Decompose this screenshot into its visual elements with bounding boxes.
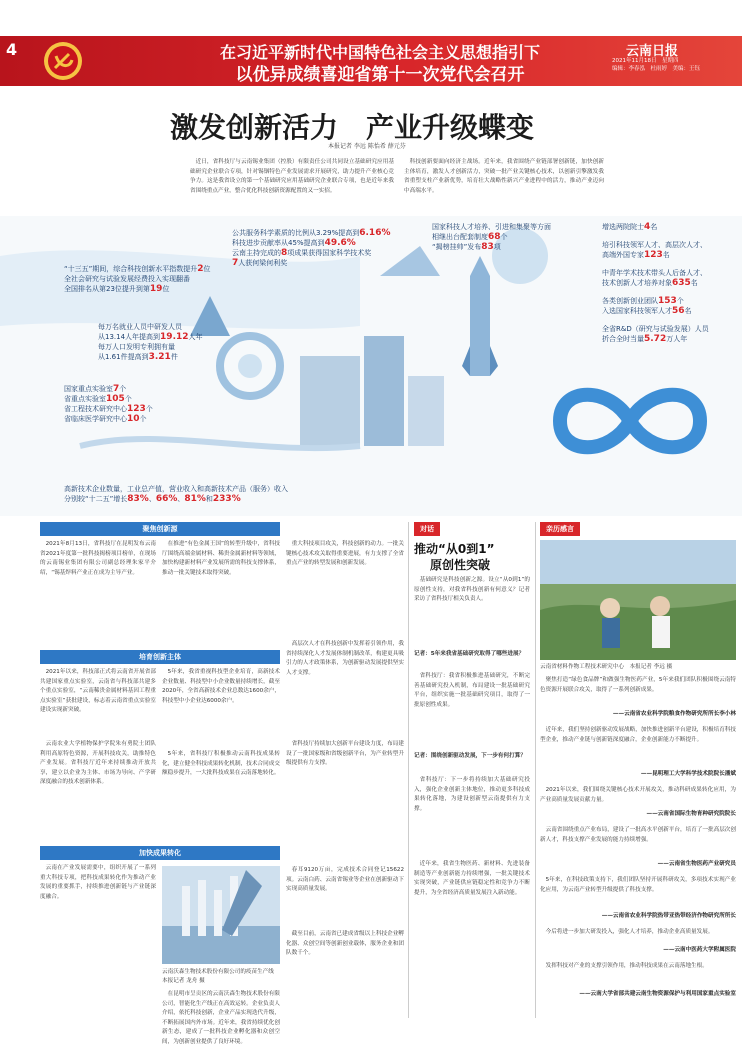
stat-value: 83% — [127, 494, 149, 504]
stat-value: 19.12 — [160, 332, 189, 342]
stat-value: 7 — [232, 258, 239, 268]
stat-value: 105 — [106, 394, 125, 404]
stat-value: 66% — [155, 494, 178, 504]
stat-group-3: “十三五”期间，综合科技创新水平指数提升2位 全社会研究与试验发展经费投入实现翻番 全国排名从第23位提升到第19位 — [64, 264, 211, 294]
col1-paragraph-2: 2021年以来，科技部正式将云南省开展省部共建国家重点实验室，云南省与科技部共建多个重点实验室，“云南稀贵金属材料基因工程重点实验室”获批建设，标志着云南省重点实验室建设实现新突破。 — [40, 669, 156, 714]
stat-value: 19 — [149, 284, 163, 294]
qinli-tag: 亲历感言 — [540, 522, 580, 536]
qinli-paragraph-2: 近年来，我们坚持创新驱动发展战略，加快推进创新平台建设，积极培育科技型企业，推动产业链与创新链深度融合，企业创新能力不断提升。 — [540, 727, 736, 743]
section-header-transfer: 加快成果转化 — [40, 846, 280, 860]
col3-paragraph-4: 截至目前，云南省已建成省级以上科技企业孵化器、众创空间等创新创业载体，服务企业和团队数千个。 — [286, 931, 404, 957]
vaccine-photo-caption: 云南沃森生物技术股份有限公司的疫苗生产线 本报记者 龙舟 摄 — [162, 969, 280, 984]
qinli-signature-3: ——云南省国际生物育种研究院院长 — [646, 811, 736, 817]
stat-value: 56 — [672, 306, 685, 316]
header-meta — [612, 57, 740, 73]
stat-value: 4 — [644, 222, 651, 232]
infinity-icon — [560, 395, 700, 448]
page-number: 4 — [6, 40, 18, 59]
dialogue-answer-1: 省科技厅：我省积极推进基础研究，不断完善基础研究投入机制，布局建设一批基础研究平台，组织实施一批基础研究项目，取得了一批原创性成果。 — [414, 673, 530, 708]
issue-date: 2021年11月18日 星期四 — [612, 58, 679, 64]
col1-paragraph-3: 云南农业大学植物保护学院朱有勇院士团队利用高原特色资源，开展科技攻关，助推特色产业发展。省科技厅近年来持续推动开放共享，建立以企业为主体、市场为导向、产学研深度融合的技术创新体系。 — [40, 741, 156, 786]
header-title-line1: 在习近平新时代中国特色社会主义思想指引下 — [219, 43, 540, 62]
stat-value: 5.72 — [644, 334, 667, 344]
dialogue-intro: 基础研究是科技创新之源。设立“从0到1”的原创性支持，对我省科技创新有何意义？记者采访了省科技厅相关负责人。 — [414, 577, 530, 603]
qinli-signature-2: ——昆明理工大学科学技术院院长潘斌 — [640, 771, 736, 777]
qinli-signature-5: ——云南省农业科学院热带亚热带经济作物研究所所长 — [601, 913, 736, 919]
section-header-entity: 培育创新主体 — [40, 650, 280, 664]
dialogue-question-1: 记者：5年来我省基础研究取得了哪些进展？ — [414, 651, 525, 657]
research-photo-credit: 云南省材料作物工程技术研究中心 本报记者 李远 摄 — [540, 664, 673, 670]
qinli-signature-1: ——云南省农业科学院粮食作物研究所所长李小林 — [612, 711, 736, 717]
col3-paragraph-1: 重大科技项目攻关，科技创新的动力。一批关键核心技术攻关取得重要进展，有力支撑了全省重点产业的转型发展和创新发展。 — [286, 541, 404, 567]
col2-paragraph-1: 在推进“有色金属王国”的转型升级中，省科技厅围绕高端金属材料、稀贵金属新材料等领域，加快构建新材料产业发展所需的科技支撑体系，推动一批关键技术取得突破。 — [162, 541, 280, 576]
dialogue-title-line2: 原创性突破 — [430, 558, 491, 572]
stat-value: 233% — [212, 494, 241, 504]
dialogue-tag: 对话 — [414, 522, 440, 536]
building-icon — [300, 356, 360, 446]
vaccine-production-photo — [162, 866, 280, 964]
col2-paragraph-2: 5年来，我省重视科技型企业培育，高新技术企业数量、科技型中小企业数量持续增长，截至2020年，全省高新技术企业总数达1600余户，科技型中小企业达6000余户。 — [162, 669, 280, 704]
dialogue-answer-2: 省科技厅：下一步将持续加大基础研究投入，强化企业创新主体地位，推动更多科技成果转化落地，为建设创新型云南提供有力支撑。 — [414, 777, 530, 812]
stat-value: 7 — [113, 384, 120, 394]
qinli-paragraph-6: 今后将进一步加大研发投入，强化人才培养，推动企业高质量发展。 — [545, 929, 714, 935]
masthead: 云南日报 — [626, 44, 679, 59]
stat-value: 2 — [197, 264, 204, 274]
stat-value: 83 — [481, 242, 494, 252]
rocket-icon — [470, 256, 490, 376]
top-strip — [0, 0, 742, 36]
col2-paragraph-3: 5年来，省科技厅积极推动云南科技成果转化，建立健全科技成果转化机制，技术合同成交额稳步提升，一大批科技成果在云南落地转化。 — [162, 751, 280, 777]
col4-lower-paragraph: 近年来，我省生物医药、新材料、先进装备制造等产业创新能力持续增强，一批关键技术实现突破，产业链供应链稳定性和竞争力不断提升，为全省经济高质量发展注入新动能。 — [414, 861, 530, 896]
editor-credits: 编辑：李春泓 杜雨婷 美编：王钰 — [612, 66, 701, 72]
lead-paragraph-left: 近日，省科技厅与云南锡业集团（控股）有限责任公司共同设立基础研究应用基础研究企业联合专项，针对锡铟特色产业发展需求开展研究，助力提升产业核心竞争力。这是我省设立的第一个基础研究应用基础研究企业联合专项，也是近年来我省围绕重点产业，整合优化科技创新资源配置的又一实招。 — [190, 159, 394, 194]
qinli-paragraph-3: 2021年以来，我们围绕关键核心技术开展攻关，推动科研成果转化应用，为产业高质量发展贡献力量。 — [540, 787, 736, 803]
column-divider — [408, 522, 409, 1018]
qinli-signature-6: ——云南中医药大学附属医院 — [663, 947, 736, 953]
header-title-line2: 以优异成绩喜迎省第十一次党代会召开 — [235, 65, 525, 85]
stat-group-7: 增选两院院士4名 培引科技领军人才、高层次人才、 高端外国专家123名 中青年学术技术带头人后备人才、 技术创新人才培养对象635名 各类创新创业团队153个 入选国家科技领军人才56名 全省R&D（研究与试验发展）人员 折合全时当量5.72万人年 — [602, 222, 709, 344]
stat-value: 81% — [184, 494, 206, 504]
qinli-paragraph-7: 发挥科技对产业的支撑引领作用，推动科技成果在云南落地生根。 — [545, 963, 708, 969]
column-divider — [535, 522, 536, 1018]
party-emblem-icon — [42, 40, 84, 82]
stat-group-5: 国家重点实验室7个 省重点实验室105个 省工程技术研究中心123个 省临床医学研究中心10个 — [64, 384, 153, 424]
stat-value: 123 — [127, 404, 146, 414]
col3-paragraph-2: 高层次人才在科技创新中发挥着引领作用，我省持续深化人才发展体制机制改革，构建更具吸引力的人才政策体系，为创新驱动发展提供坚实人才支撑。 — [286, 641, 404, 676]
qinli-paragraph-4: 云南省围绕重点产业布局，建设了一批高水平创新平台，培育了一批高层次创新人才，科技支撑产业发展的能力持续增强。 — [540, 827, 736, 843]
stat-value: 68 — [488, 232, 501, 242]
section-header-source: 聚焦创新源 — [40, 522, 280, 536]
stat-group-6: 高新技术企业数量，工业总产值，营业收入和高新技术产品（服务）收入 分别较“十二五”增长83%、66%、81%和233% — [64, 485, 288, 504]
stat-value: 10 — [127, 414, 140, 424]
stat-group-1: 公共服务科学素质的比例从3.29%提高到6.16% 科技进步贡献率从45%提高到49.6% 云南主持完成的8项成果获得国家科学技术奖 7人获何梁何利奖 — [232, 228, 391, 268]
col1-paragraph-4: 云南在产业发展需要中，组织开展了一系列重大科技专项，把科技成果转化作为推动产业发展的重要抓手，持续推进创新链与产业链深度融合。 — [40, 865, 156, 900]
qinli-signature-7: ——云南大学省部共建云南生物资源保护与利用国家重点实验室 — [579, 991, 736, 997]
qinli-signature-4: ——云南省生物医药产业研究员 — [657, 861, 736, 867]
research-field-photo — [540, 540, 736, 660]
article-headline: 激发创新活力 产业升级蝶变 — [170, 111, 535, 144]
qinli-paragraph-5: 5年来，在科技政策支持下，我们团队坚持开展科研攻关，多项技术实现产业化应用，为云南产业转型升级提供了科技支撑。 — [540, 877, 736, 893]
stat-value: 123 — [644, 250, 663, 260]
col2-paragraph-4: 春耳9120万亩，完成技术合同登记15622项。云南白药、云南省锡业等企业在创新驱动下实现高质量发展。 — [286, 867, 404, 893]
stat-value: 8 — [281, 248, 288, 258]
col3-paragraph-3: 省科技厅持续加大创新平台建设力度，布局建设了一批国家级和省级创新平台，为产业转型升级提供有力支撑。 — [286, 741, 404, 767]
stat-group-4: 每万名就业人员中研发人员 从13.14人年提高到19.12人年 每万人口发明专利拥有量 从1.61件提高到3.21件 — [98, 323, 203, 362]
stat-value: 153 — [658, 296, 677, 306]
qinli-paragraph-1: 聚焦打造“绿色食品牌”和做强生物医药产业，5年来我们团队积极围绕云南特色资源开展联合攻关，取得了一系列创新成果。 — [540, 677, 736, 693]
col3-lower-paragraph: 在昆明市呈贡区的云南沃森生物技术股份有限公司，智能化生产线正在高效运转。企业负责人介绍，依托科技创新，企业产品实现迭代升级，不断拓展国内外市场。近年来，我省持续优化创新生态，建成了一批科技企业孵化器和众创空间，为创新创业提供了良好环境。 — [162, 991, 280, 1045]
dialogue-title-line1: 推动“从0到1” — [414, 542, 495, 556]
stat-value: 3.21 — [148, 352, 171, 362]
lead-paragraph-right: 科技创新要面向经济主战场。近年来，我省围绕产业链部署创新链，加快创新主体培育，激发人才创新活力，突破一批产业关键核心技术，以创新引擎激发我省重塑支柱产业新优势，培育壮大战略性新兴产业进程中的活力，推动产业迈向中高端水平。 — [404, 159, 604, 194]
dialogue-question-2: 记者：围绕创新驱动发展，下一步有何打算？ — [414, 753, 526, 759]
stat-group-2: 国家科技人才培养、引进和集聚等方面 相继出台配套制度68个 “揭榜挂帅”发布83项 — [432, 223, 551, 252]
stat-value: 6.16% — [359, 228, 391, 238]
stat-value: 635 — [672, 278, 691, 288]
stat-value: 49.6% — [324, 238, 356, 248]
article-byline: 本报记者 李远 陈怡希 薛元芬 — [328, 143, 406, 150]
col1-paragraph-1: 2021年8月13日，省科技厅在昆明发布云南省2021年度第一批科技揭榜项目榜单，在现场的云南锡业集团有限公司副总经理朱家平介绍，“锡基焊料产业正在成为主导产业。 — [40, 541, 156, 576]
